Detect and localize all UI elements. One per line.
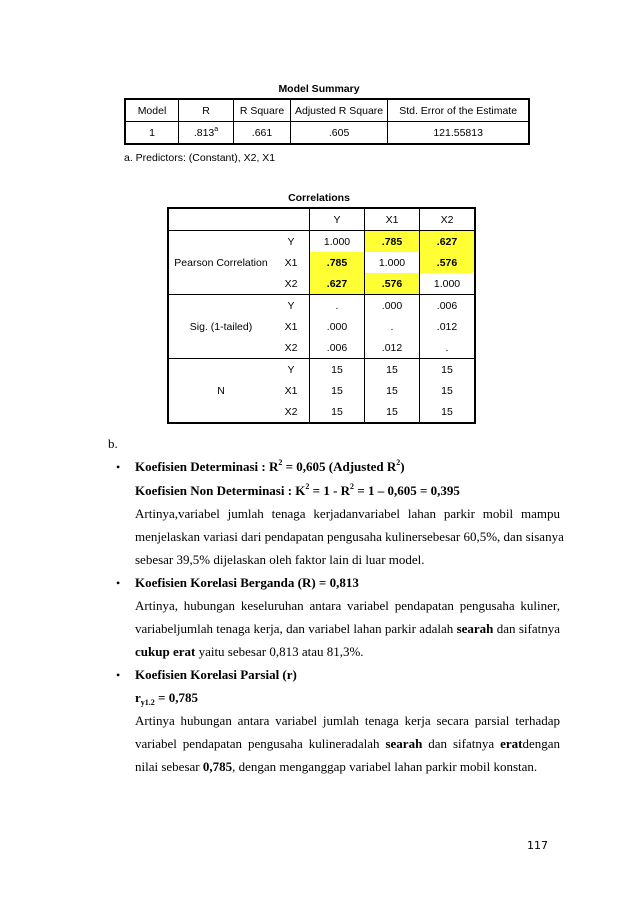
cell-value: . [420,337,476,359]
non-determination-heading: Koefisien Non Determinasi : $K^2 = 1 - R^2 = 1 - 0,605 = 0,395$ [135,482,460,498]
cell-value: 1.000 [310,231,365,253]
page-number: 117 [527,839,548,852]
partial-correlation-heading: Koefisien Korelasi Parsial (r) [135,667,297,682]
section-label: b. [108,436,118,451]
cell-value: .012 [420,316,476,337]
table-row [168,231,475,253]
row-variable: Y [273,231,310,253]
cell-value: 15 [310,401,365,423]
table-header-row [125,99,529,122]
cell-value: .006 [420,295,476,317]
row-variable: Y [273,295,310,317]
row-variable: X1 [284,384,298,397]
model-summary-title: Model Summary [278,83,360,95]
group-label: Pearson Correlation [168,231,273,295]
cell-value: .576 [420,252,476,273]
r-superscript: a [214,126,219,133]
cell-value: 15 [365,380,420,401]
header-r: R [179,99,234,122]
correlations-title: Correlations [288,192,350,204]
cell-value: 15 [420,359,476,381]
row-variable: X1 [284,320,298,333]
bullet-1: • [116,460,121,474]
bullet-3: • [116,668,121,682]
cell-r-square: .661 [234,122,291,145]
bullet-2: • [116,576,121,590]
s2-line-2: variabeljumlah tenaga kerja, dan variabel lahan parkir adalah searah dan sifatnya [135,621,560,636]
table-row [168,295,475,317]
model-summary-table [124,98,530,145]
cell-value: .785 [310,252,365,273]
header-y: Y [310,208,365,231]
model-summary-note: a. Predictors: (Constant), X2, X1 [124,152,276,164]
cell-model: 1 [125,122,179,145]
cell-value: 1.000 [420,273,476,295]
cell-adjusted-r-square: .605 [291,122,388,145]
header-model: Model [125,99,179,122]
row-variable: Y [273,359,310,381]
r-value: .813 [193,127,215,139]
s1-line-1: Artinya,variabel jumlah tenaga kerjadanvariabel lahan parkir mobil mampu [135,506,560,521]
s2-line-1: Artinya, hubungan keseluruhan antara variabel pendapatan pengusaha kuliner, [135,598,560,613]
correlations-table [167,207,476,424]
row-variable: X2 [284,405,298,418]
s1-line-2: menjelaskan variasi dari pendapatan pengusaha kulinersebesar 60,5%, dan sisanya [135,529,564,544]
s3-line-1: Artinya hubungan antara variabel jumlah tenaga kerja secara parsial terhadap [135,713,560,728]
cell-value: . [310,295,365,317]
cell-value: .576 [365,273,420,295]
table-row [168,359,475,381]
cell-value: .627 [310,273,365,295]
s3-line-2: variabel pendapatan pengusaha kulineradalah searah dan sifatnya eratdengan [135,736,561,751]
group-label: N [168,359,273,424]
cell-value: .627 [420,231,476,253]
cell-value: 15 [420,380,476,401]
header-empty [168,208,310,231]
cell-value: 15 [420,401,476,423]
cell-value: 15 [310,359,365,381]
cell-value: .012 [365,337,420,359]
header-r-square: R Square [234,99,291,122]
cell-value: .000 [365,295,420,317]
header-adjusted-r-square: Adjusted R Square [291,99,388,122]
cell-value: .785 [365,231,420,253]
row-variable: X2 [284,341,298,354]
table-row [125,122,529,145]
s3-line-3: nilai sebesar 0,785, dengan menganggap variabel lahan parkir mobil konstan. [135,759,538,774]
cell-value: 1.000 [365,252,420,273]
cell-value: 15 [310,380,365,401]
cell-r [179,122,234,145]
multiple-correlation-heading: Koefisien Korelasi Berganda (R) = 0,813 [135,575,359,590]
header-std-error: Std. Error of the Estimate [388,99,530,122]
s1-line-3: sebesar 39,5% dijelaskan oleh faktor lain di luar model. [135,552,425,567]
row-variable: X2 [284,277,298,290]
header-x1: X1 [365,208,420,231]
cell-std-error: 121.55813 [388,122,530,145]
cell-value: .006 [310,337,365,359]
cell-value: . [365,316,420,337]
group-label: Sig. (1-tailed) [168,295,273,359]
row-variable: X1 [284,256,298,269]
table-header-row [168,208,475,231]
partial-correlation-formula: $r_{y1.2} = 0,785$ [135,690,198,707]
cell-value: 15 [365,401,420,423]
header-x2: X2 [420,208,476,231]
s2-line-3: cukup erat yaitu sebesar 0,813 atau 81,3%. [135,644,364,659]
determination-heading: Koefisien Determinasi : $R^2 = 0,605$ (Adjusted $R^2$) [135,458,405,474]
cell-value: .000 [310,316,365,337]
cell-value: 15 [365,359,420,381]
